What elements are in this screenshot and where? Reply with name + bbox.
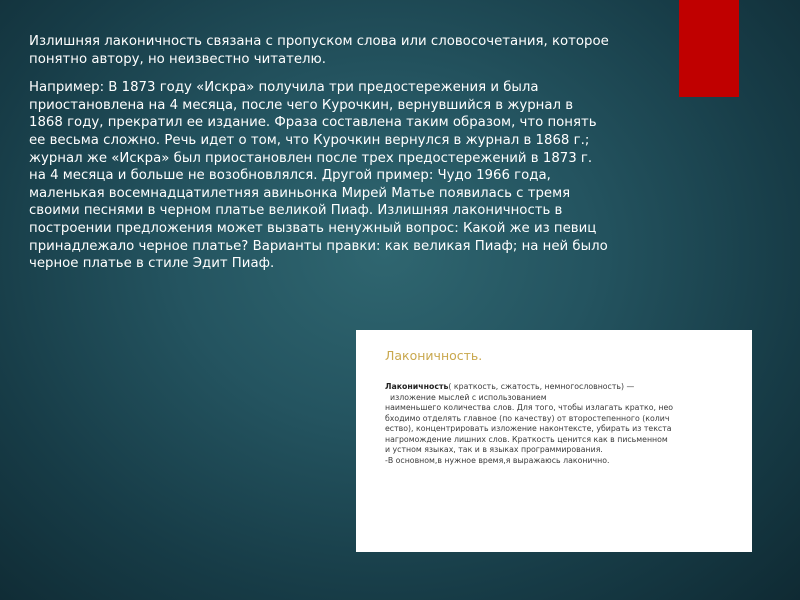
main-text-block (29, 33, 609, 273)
definition-card (356, 330, 752, 552)
card-term: Лаконичность (385, 382, 449, 391)
card-definition: ( краткость, сжатость, немногословность) — (448, 382, 635, 391)
card-line-2: изложение мыслей с использованием (390, 392, 547, 402)
card-body (385, 382, 738, 466)
card-line-6: нагромождение лишних слов. Краткость ценится как в письменном (385, 434, 668, 444)
card-line-5: ество), концентрировать изложение наконтексте, убирать из текста (385, 424, 672, 433)
card-line-3: наименьшего количества слов. Для того, чтобы излагать кратко, нео (385, 403, 674, 412)
decorative-red-rectangle (679, 0, 739, 97)
paragraph-intro: Излишняя лаконичность связана с пропуском слова или словосочетания, которое понятно автору, но неизвестно читателю. (29, 34, 609, 67)
card-line-4: бходимо отделять главное (по качеству) от второстепенного (колич (385, 413, 670, 423)
card-title: Лаконичность. (385, 348, 483, 363)
card-line-8: -В основном,в нужное время,я выражаюсь лаконично. (385, 455, 610, 465)
paragraph-example: Например: В 1873 году «Искра» получила три предостережения и была приостановлена на 4 месяца, после чего Курочкин, вернувшийся в журнал в 1868 году, прекратил ее издание. Фраза составлена таким образом, что понять ее весьма сложно. Речь идет о том, что Курочкин вернулся в журнал в 1868 г.; журнал же «Искра» был приостановлен после трех предостережений в 1873 г. на 4 месяца и больше не возобновлялся. Другой пример: Чудо 1966 года, маленькая восемнадцатилетняя авиньонка Мирей Матье появилась с тремя своими песнями в черном платье великой Пиаф. Излишняя лаконичность в построении предложения может вызвать ненужный вопрос: Какой же из певиц принадлежало черное платье? Варианты правки: как великая Пиаф; на ней было черное платье в стиле Эдит Пиаф. (29, 80, 608, 272)
card-line-7: и устном языках, так и в языках программирования. (385, 445, 603, 454)
card-line-1 (385, 382, 738, 393)
